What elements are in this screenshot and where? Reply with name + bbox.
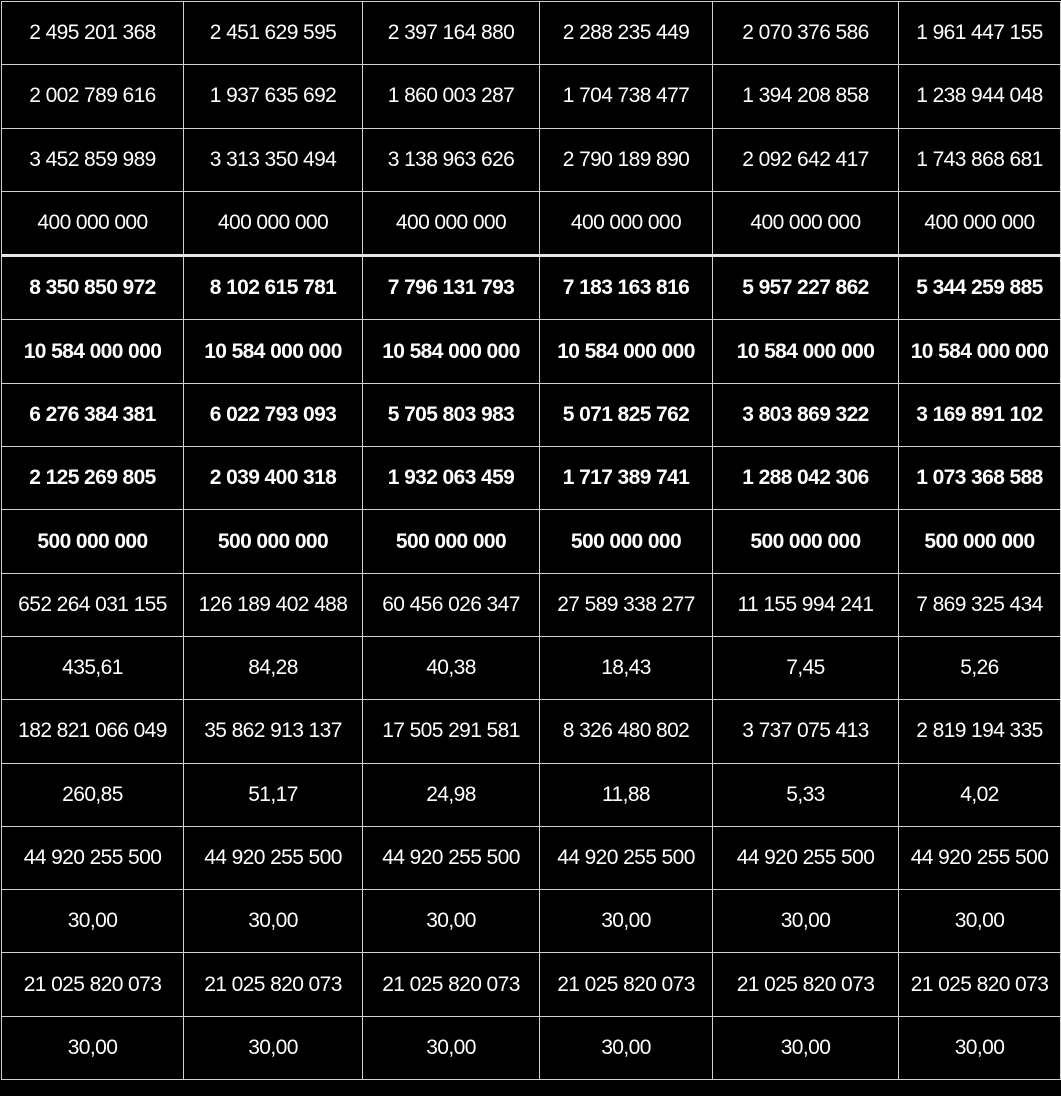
table-cell: 2 092 642 417 bbox=[713, 128, 899, 191]
table-cell: 30,00 bbox=[899, 890, 1061, 953]
table-cell: 3 138 963 626 bbox=[363, 128, 540, 191]
table-row bbox=[2, 447, 1061, 510]
table-cell: 30,00 bbox=[363, 1016, 540, 1079]
table-cell: 10 584 000 000 bbox=[2, 320, 184, 383]
table-cell: 84,28 bbox=[184, 636, 363, 699]
table-cell: 44 920 255 500 bbox=[184, 826, 363, 889]
table-row bbox=[2, 510, 1061, 573]
table-cell: 30,00 bbox=[184, 890, 363, 953]
table-cell: 1 073 368 588 bbox=[899, 447, 1061, 510]
table-cell: 44 920 255 500 bbox=[899, 826, 1061, 889]
table-cell: 8 102 615 781 bbox=[184, 256, 363, 320]
table-cell: 5 071 825 762 bbox=[540, 383, 713, 446]
table-cell: 1 860 003 287 bbox=[363, 65, 540, 128]
table-cell: 1 937 635 692 bbox=[184, 65, 363, 128]
table-cell: 500 000 000 bbox=[899, 510, 1061, 573]
table-cell: 11,88 bbox=[540, 763, 713, 826]
table-cell: 21 025 820 073 bbox=[899, 953, 1061, 1016]
table-cell: 2 451 629 595 bbox=[184, 2, 363, 65]
table-row bbox=[2, 2, 1061, 65]
table-cell: 3 313 350 494 bbox=[184, 128, 363, 191]
table-cell: 7 796 131 793 bbox=[363, 256, 540, 320]
table-row bbox=[2, 636, 1061, 699]
table-cell: 5,26 bbox=[899, 636, 1061, 699]
table-cell: 10 584 000 000 bbox=[363, 320, 540, 383]
table-cell: 2 125 269 805 bbox=[2, 447, 184, 510]
table-cell: 44 920 255 500 bbox=[2, 826, 184, 889]
table-row bbox=[2, 256, 1061, 320]
table-cell: 5,33 bbox=[713, 763, 899, 826]
table-cell: 5 344 259 885 bbox=[899, 256, 1061, 320]
table-cell: 400 000 000 bbox=[713, 191, 899, 255]
table-cell: 3 803 869 322 bbox=[713, 383, 899, 446]
table-row bbox=[2, 65, 1061, 128]
table-cell: 5 705 803 983 bbox=[363, 383, 540, 446]
table-cell: 21 025 820 073 bbox=[184, 953, 363, 1016]
table-row bbox=[2, 890, 1061, 953]
table-cell: 1 704 738 477 bbox=[540, 65, 713, 128]
table-cell: 35 862 913 137 bbox=[184, 700, 363, 763]
table-cell: 30,00 bbox=[899, 1016, 1061, 1079]
table-cell: 60 456 026 347 bbox=[363, 573, 540, 636]
table-cell: 30,00 bbox=[540, 890, 713, 953]
table-cell: 500 000 000 bbox=[2, 510, 184, 573]
table-cell: 21 025 820 073 bbox=[540, 953, 713, 1016]
table-cell: 126 189 402 488 bbox=[184, 573, 363, 636]
table-row bbox=[2, 763, 1061, 826]
table-row bbox=[2, 1016, 1061, 1079]
table-cell: 10 584 000 000 bbox=[540, 320, 713, 383]
table-cell: 7,45 bbox=[713, 636, 899, 699]
table-row bbox=[2, 128, 1061, 191]
table-cell: 3 737 075 413 bbox=[713, 700, 899, 763]
table-cell: 21 025 820 073 bbox=[2, 953, 184, 1016]
table-cell: 1 288 042 306 bbox=[713, 447, 899, 510]
table-cell: 30,00 bbox=[713, 890, 899, 953]
table-cell: 400 000 000 bbox=[184, 191, 363, 255]
table-cell: 1 961 447 155 bbox=[899, 2, 1061, 65]
table-cell: 400 000 000 bbox=[899, 191, 1061, 255]
table-cell: 51,17 bbox=[184, 763, 363, 826]
table-cell: 30,00 bbox=[2, 1016, 184, 1079]
table-cell: 2 397 164 880 bbox=[363, 2, 540, 65]
table-cell: 30,00 bbox=[540, 1016, 713, 1079]
data-table bbox=[1, 1, 1061, 1080]
table-row bbox=[2, 383, 1061, 446]
table-cell: 500 000 000 bbox=[363, 510, 540, 573]
table-cell: 2 288 235 449 bbox=[540, 2, 713, 65]
table-cell: 24,98 bbox=[363, 763, 540, 826]
table-cell: 10 584 000 000 bbox=[713, 320, 899, 383]
table-cell: 17 505 291 581 bbox=[363, 700, 540, 763]
table-cell: 44 920 255 500 bbox=[363, 826, 540, 889]
table-cell: 30,00 bbox=[2, 890, 184, 953]
table-cell: 40,38 bbox=[363, 636, 540, 699]
table-cell: 44 920 255 500 bbox=[540, 826, 713, 889]
table-cell: 5 957 227 862 bbox=[713, 256, 899, 320]
table-cell: 2 790 189 890 bbox=[540, 128, 713, 191]
table-cell: 30,00 bbox=[713, 1016, 899, 1079]
table-cell: 500 000 000 bbox=[184, 510, 363, 573]
table-cell: 10 584 000 000 bbox=[184, 320, 363, 383]
table-cell: 6 022 793 093 bbox=[184, 383, 363, 446]
table-cell: 3 452 859 989 bbox=[2, 128, 184, 191]
table-cell: 8 350 850 972 bbox=[2, 256, 184, 320]
table-cell: 30,00 bbox=[363, 890, 540, 953]
table-cell: 1 932 063 459 bbox=[363, 447, 540, 510]
table-cell: 11 155 994 241 bbox=[713, 573, 899, 636]
table-cell: 400 000 000 bbox=[540, 191, 713, 255]
table-cell: 2 002 789 616 bbox=[2, 65, 184, 128]
table-row bbox=[2, 191, 1061, 255]
table-cell: 4,02 bbox=[899, 763, 1061, 826]
table-cell: 652 264 031 155 bbox=[2, 573, 184, 636]
table-cell: 2 819 194 335 bbox=[899, 700, 1061, 763]
table-cell: 1 743 868 681 bbox=[899, 128, 1061, 191]
table-row bbox=[2, 826, 1061, 889]
table-cell: 7 183 163 816 bbox=[540, 256, 713, 320]
table-row bbox=[2, 700, 1061, 763]
table-cell: 2 039 400 318 bbox=[184, 447, 363, 510]
table-cell: 30,00 bbox=[184, 1016, 363, 1079]
table-cell: 10 584 000 000 bbox=[899, 320, 1061, 383]
table-cell: 8 326 480 802 bbox=[540, 700, 713, 763]
table-cell: 7 869 325 434 bbox=[899, 573, 1061, 636]
table-cell: 44 920 255 500 bbox=[713, 826, 899, 889]
table-cell: 3 169 891 102 bbox=[899, 383, 1061, 446]
table-cell: 21 025 820 073 bbox=[363, 953, 540, 1016]
table-cell: 2 495 201 368 bbox=[2, 2, 184, 65]
table-cell: 18,43 bbox=[540, 636, 713, 699]
table-cell: 2 070 376 586 bbox=[713, 2, 899, 65]
table-cell: 435,61 bbox=[2, 636, 184, 699]
table-cell: 27 589 338 277 bbox=[540, 573, 713, 636]
table-cell: 500 000 000 bbox=[540, 510, 713, 573]
table-cell: 21 025 820 073 bbox=[713, 953, 899, 1016]
table-cell: 400 000 000 bbox=[2, 191, 184, 255]
table-cell: 260,85 bbox=[2, 763, 184, 826]
table-cell: 1 717 389 741 bbox=[540, 447, 713, 510]
table-cell: 500 000 000 bbox=[713, 510, 899, 573]
data-table-body bbox=[2, 2, 1061, 1080]
table-cell: 1 238 944 048 bbox=[899, 65, 1061, 128]
table-row bbox=[2, 573, 1061, 636]
table-cell: 400 000 000 bbox=[363, 191, 540, 255]
table-row bbox=[2, 320, 1061, 383]
table-row bbox=[2, 953, 1061, 1016]
table-cell: 182 821 066 049 bbox=[2, 700, 184, 763]
table-cell: 1 394 208 858 bbox=[713, 65, 899, 128]
table-cell: 6 276 384 381 bbox=[2, 383, 184, 446]
